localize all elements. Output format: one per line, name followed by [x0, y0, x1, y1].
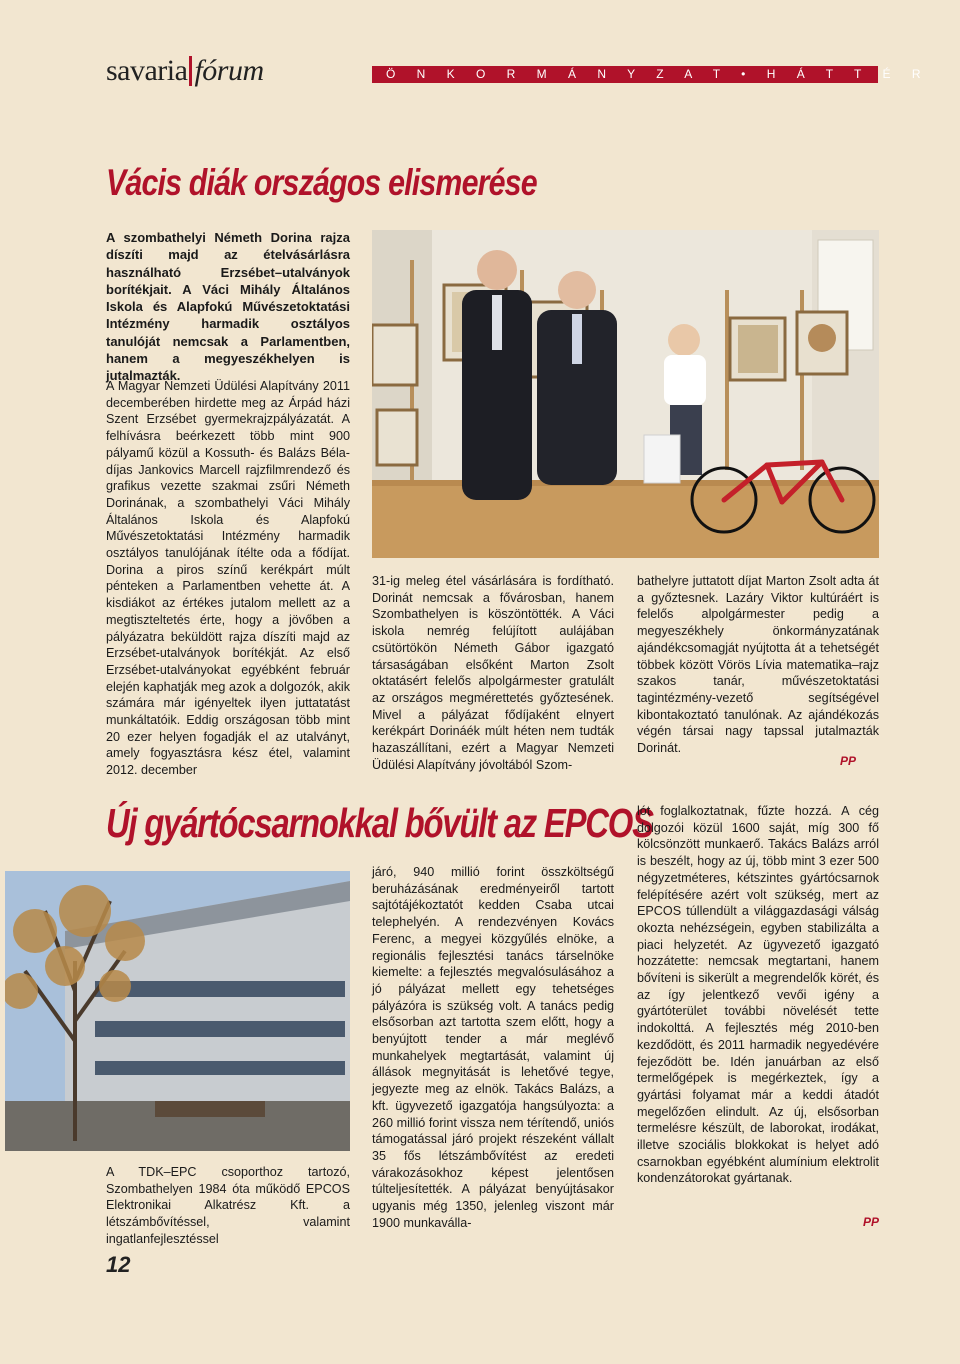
- logo-text-b: fórum: [194, 54, 264, 87]
- article2-signature: PP: [863, 1215, 880, 1229]
- magazine-logo: [106, 54, 264, 88]
- article2-column-1: A TDK–EPC csoporthoz tartozó, Szombathelyen 1984 óta működő EPCOS Elektronikai Alkatrész Kft. a létszámbővítéssel, valamint ingatlanfejlesztéssel: [106, 1165, 350, 1246]
- page-number: 12: [106, 1252, 131, 1277]
- article2-column-3: lót foglalkoztatnak, fűzte hozzá. A cég dolgozói közül 1600 saját, míg 300 fő kölcsönzött munkaerő. Takács Balázs arról is beszélt, hogy az új, több mint 3 ezer 500 négyzetméteres, kétszintes gyártócsarnok felépítésére azért volt szükség, mert az EPCOS túllendült a világgazdasági válság okozta nehézségein, egyben stabilizálta a piaci helyzetét. Az ügyvezető igazgató hozzátette: nemcsak megtartani, hanem bővíteni is sikerült a megrendelők körét, és az így jelentkező vevői igény a gyártóterület további növelését tette indokolttá. A fejlesztés még 2010-ben kezdődött, és 2011 harmadik negyedévére fejeződött be. Idén januárban az első termelőgépek is megérkeztek, így a gyártási folyamat már a keddi átadót megelőzően elindult. Az új, elsősorban termelésre készült, de laborokat, irodákat, illetve szociális blokkokat is helyet adó csarnokban egyébként alumínium elektrolit kondenzátorokat gyártanak.: [637, 804, 879, 1186]
- article1-column-1: A Magyar Nemzeti Üdülési Alapítvány 2011 decemberében hirdette meg az Árpád házi Szent Erzsébet gyermekrajzpályázatát. A felhívásra beérkezett több mint 900 pályamű közül a Kossuth- és Balázs Béla-díjas Jankovics Marcell rajzfilmrendező és grafikus vezette szakmai zsűri Németh Dorinának, a szombathelyi Váci Mihály Általános Iskola és Alapfokú Művészetoktatási Intézmény harmadik osztályos tanulójának ítélte oda a fődíjat. Dorina a piros színű kerékpárt múlt pénteken a Parlamentben vehette át. A kisdiákot az értékes jutalom mellett az a megtiszteltetés érte, hogy a jövőben a pályázatra beküldött rajza díszíti majd az Erzsébet-utalványok borítékját. Az első Erzsébet-utalványokat egyébként február elején kaphatják meg azok a dolgozók, akik számára már igényeltek ilyen juttatatást munkáltatóik. Eddig országosan több mint 20 ezer helyen fogadják el az utalványt, amely fogyasztásra kész étel, valamint 2012. december: [106, 379, 350, 778]
- article2-column-2: járó, 940 millió forint összköltségű beruházásának eredményeiről tartott sajtótájékoztatót kedden Csaba utcai telephelyén. A rendezvényen Kovács Ferenc, a megyei közgyűlés elnöke, a regionális fejlesztési tanács társelnöke kiemelte: a fejlesztés megvalósulásához a jó pályázat mellett egy tehetséges pályázóra is szükség volt. A tanács pedig elsősorban azt tartotta szem előtt, hogy a benyújtott tender a már meglévő munkahelyek megtartását, valamint új állások megnyitását is lehetővé tegye, jegyezte meg az elnök. Takács Balázs, a kft. ügyvezető igazgatója hangsúlyozta: a 260 millió forint vissza nem térítendő, uniós támogatással járó projekt részeként vállalt 35 fős létszámbővítést az eredeti várakozásokhoz képest jelentősen túlteljesítették. A pályázat benyújtásakor ugyanis még 1350, jelenleg viszont már 1900 munkavállа-: [372, 865, 614, 1230]
- factory-building-photo: [5, 871, 350, 1151]
- article1-column-2: 31-ig meleg étel vásárlására is fordítható. Dorinát nemcsak a fővárosban, hanem Szombathelyen is köszöntötték. A Váci iskola nemrég felújított aulájában csütörtökön Németh Gábor igazgató társaságában elsőként Marton Zsolt oktatásért felelős alpolgármester gratulált az országos megmérettetés győztesének. Mivel a pályázat fődíjaként elnyert kerékpárt Dorináék múlt héten nem tudták hazaszállítani, ezért a Magyar Nemzeti Üdülési Alapítvány jóvoltából Szom-: [372, 574, 614, 772]
- article2-title: Új gyártócsarnokkal bővült az EPCOS: [106, 800, 653, 846]
- award-ceremony-illustration: [372, 230, 879, 558]
- logo-divider: [189, 56, 192, 86]
- article1-signature: PP: [840, 754, 857, 768]
- article1-lead: A szombathelyi Németh Dorina rajza díszíti majd az ételvásárlásra használható Erzsébet–utalványok borítékjait. A Váci Mihály Általános Iskola és Alapfokú Művészetoktatási Intézmény harmadik osztályos tanulóját nemcsak a Parlamentben, hanem a megyeszékhelyen is jutalmazták.: [106, 230, 350, 384]
- article1-title: Vácis diák országos elismerése: [106, 162, 537, 203]
- logo-text-a: savaria: [106, 54, 188, 87]
- article1-column-3: bathelyre juttatott díjat Marton Zsolt adta át a győztesnek. Lazáry Viktor kultúráért is felelős alpolgármester pedig a megyeszékhely önkormányzatának ajándékcsomagját nyújtotta át a tehetségét többek között Vörös Lívia matematika–rajz szakos tanár, művészetoktatási tagintézmény-vezető segítségével kibontakoztató tanulónak. Az ajándékozás végén társai nagy tapssal jutalmazták Dorinát.: [637, 574, 879, 756]
- section-label: Ö N K O R M Á N Y Z A T • H Á T T É R: [386, 67, 930, 81]
- award-ceremony-photo: [372, 230, 879, 558]
- factory-building-illustration: [5, 871, 350, 1151]
